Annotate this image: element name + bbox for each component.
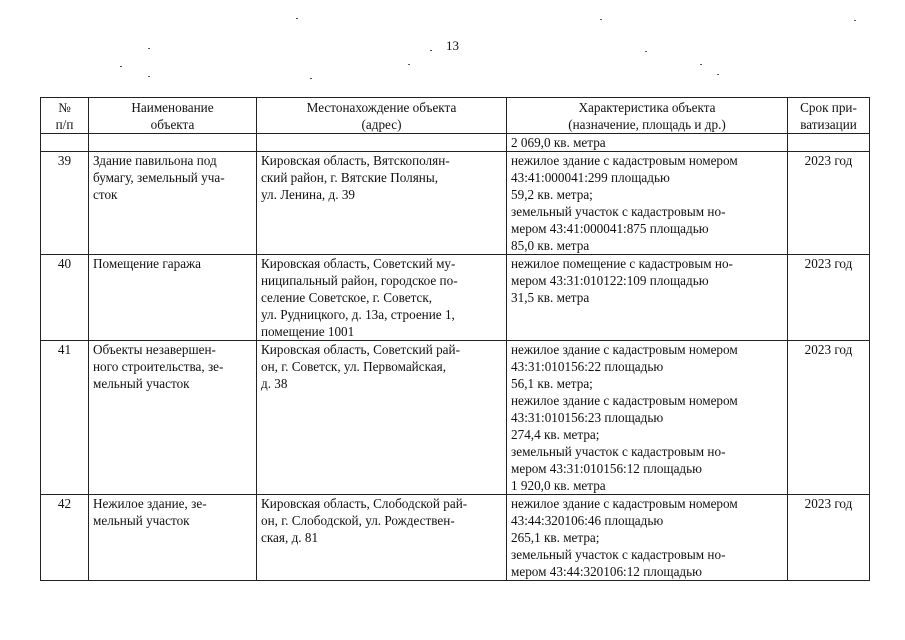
cell-address-line: д. 38 bbox=[261, 376, 288, 391]
scan-speck bbox=[430, 50, 432, 51]
header-term-line: ватизации bbox=[800, 117, 857, 132]
cell-name-line: сток bbox=[93, 187, 118, 202]
header-term-line: Срок при- bbox=[800, 100, 857, 115]
cell-name bbox=[89, 255, 257, 341]
cell-characteristics-line: 43:44:320106:46 площадью bbox=[511, 513, 664, 528]
scan-speck bbox=[120, 66, 122, 67]
scan-speck bbox=[700, 64, 702, 65]
cell-characteristics-line: земельный участок с кадастровым но- bbox=[511, 547, 726, 562]
cell-characteristics-line: 265,1 кв. метра; bbox=[511, 530, 600, 545]
cell-address-line: Кировская область, Советский му- bbox=[261, 256, 456, 271]
cell-characteristics-line: мером 43:41:000041:875 площадью bbox=[511, 221, 709, 236]
cell-address-line: ниципальный район, городское по- bbox=[261, 273, 458, 288]
cell-characteristics-line: 59,2 кв. метра; bbox=[511, 187, 593, 202]
cell-address-line: ул. Ленина, д. 39 bbox=[261, 187, 356, 202]
cell-name-line: ного строительства, зе- bbox=[93, 359, 224, 374]
empty-cell bbox=[257, 134, 507, 152]
cell-characteristics-line: 2 069,0 кв. метра bbox=[511, 135, 606, 150]
cell-number: 39 bbox=[41, 152, 89, 255]
cell-address-line: Кировская область, Советский рай- bbox=[261, 342, 460, 357]
table-row bbox=[41, 152, 870, 255]
cell-term: 2023 год bbox=[788, 495, 870, 581]
cell-address-line: он, г. Советск, ул. Первомайская, bbox=[261, 359, 447, 374]
scan-speck bbox=[645, 51, 647, 52]
scan-speck bbox=[717, 74, 719, 75]
scan-speck bbox=[148, 76, 150, 77]
cell-name bbox=[89, 341, 257, 495]
scan-speck bbox=[148, 48, 150, 49]
cell-name-line: Помещение гаража bbox=[93, 256, 202, 271]
cell-characteristics-line: земельный участок с кадастровым но- bbox=[511, 204, 726, 219]
cell-characteristics-line: мером 43:31:010122:109 площадью bbox=[511, 273, 709, 288]
cell-address bbox=[257, 341, 507, 495]
header-name-line: объекта bbox=[150, 117, 195, 132]
cell-name-line: Нежилое здание, зе- bbox=[93, 496, 207, 511]
cell-characteristics-line: нежилое здание с кадастровым номером bbox=[511, 393, 738, 408]
cell-characteristics bbox=[507, 255, 788, 341]
header-characteristics-line: (назначение, площадь и др.) bbox=[568, 117, 726, 132]
header-name-line: Наименование bbox=[131, 100, 214, 115]
privatization-table bbox=[40, 97, 870, 581]
cell-term: 2023 год bbox=[788, 152, 870, 255]
scan-speck bbox=[600, 19, 602, 20]
cell-characteristics-line: нежилое здание с кадастровым номером bbox=[511, 153, 738, 168]
cell-number: 42 bbox=[41, 495, 89, 581]
cell-name-line: мельный участок bbox=[93, 513, 190, 528]
cell-address-line: Кировская область, Слободской рай- bbox=[261, 496, 468, 511]
cell-characteristics-line: 1 920,0 кв. метра bbox=[511, 478, 606, 493]
cell-address-line: ул. Рудницкого, д. 13а, строение 1, bbox=[261, 307, 455, 322]
cell-characteristics bbox=[507, 134, 788, 152]
scan-speck bbox=[408, 64, 410, 65]
cell-address-line: помещение 1001 bbox=[261, 324, 355, 339]
scan-speck bbox=[854, 20, 856, 21]
cell-characteristics-line: нежилое здание с кадастровым номером bbox=[511, 496, 738, 511]
header-characteristics bbox=[507, 98, 788, 134]
cell-name-line: Объекты незавершен- bbox=[93, 342, 216, 357]
table-row bbox=[41, 495, 870, 581]
cell-characteristics-line: мером 43:31:010156:12 площадью bbox=[511, 461, 703, 476]
cell-number: 40 bbox=[41, 255, 89, 341]
header-address bbox=[257, 98, 507, 134]
header-number bbox=[41, 98, 89, 134]
cell-address-line: селение Советское, г. Советск, bbox=[261, 290, 433, 305]
cell-characteristics-line: нежилое помещение с кадастровым но- bbox=[511, 256, 733, 271]
cell-name-line: бумагу, земельный уча- bbox=[93, 170, 225, 185]
cell-characteristics-line: 43:31:010156:22 площадью bbox=[511, 359, 664, 374]
cell-name-line: мельный участок bbox=[93, 376, 190, 391]
cell-characteristics-line: земельный участок с кадастровым но- bbox=[511, 444, 726, 459]
cell-address-line: Кировская область, Вятскополян- bbox=[261, 153, 450, 168]
cell-address-line: ская, д. 81 bbox=[261, 530, 319, 545]
cell-name bbox=[89, 152, 257, 255]
header-row bbox=[41, 98, 870, 134]
cell-number: 41 bbox=[41, 341, 89, 495]
cell-characteristics-line: 85,0 кв. метра bbox=[511, 238, 590, 253]
continuation-row bbox=[41, 134, 870, 152]
scan-speck bbox=[310, 78, 312, 79]
header-number-line: п/п bbox=[55, 117, 74, 132]
header-term bbox=[788, 98, 870, 134]
cell-characteristics-line: 56,1 кв. метра; bbox=[511, 376, 593, 391]
cell-characteristics bbox=[507, 495, 788, 581]
cell-characteristics-line: мером 43:44:320106:12 площадью bbox=[511, 564, 703, 579]
header-number-line: № bbox=[58, 100, 71, 115]
cell-name bbox=[89, 495, 257, 581]
cell-address bbox=[257, 152, 507, 255]
cell-characteristics-line: 43:31:010156:23 площадью bbox=[511, 410, 664, 425]
cell-characteristics bbox=[507, 341, 788, 495]
table-body bbox=[41, 134, 870, 581]
empty-cell bbox=[41, 134, 89, 152]
header-address-line: (адрес) bbox=[361, 117, 402, 132]
header-characteristics-line: Характеристика объекта bbox=[578, 100, 716, 115]
header-address-line: Местонахождение объекта bbox=[306, 100, 457, 115]
cell-term: 2023 год bbox=[788, 341, 870, 495]
empty-cell bbox=[788, 134, 870, 152]
cell-characteristics bbox=[507, 152, 788, 255]
cell-characteristics-line: 43:41:000041:299 площадью bbox=[511, 170, 670, 185]
cell-term: 2023 год bbox=[788, 255, 870, 341]
page-number: 13 bbox=[446, 38, 459, 53]
empty-cell bbox=[89, 134, 257, 152]
cell-address bbox=[257, 255, 507, 341]
header-name bbox=[89, 98, 257, 134]
cell-address-line: он, г. Слободской, ул. Рождествен- bbox=[261, 513, 455, 528]
scan-speck bbox=[296, 18, 298, 19]
cell-address bbox=[257, 495, 507, 581]
table-row bbox=[41, 341, 870, 495]
cell-address-line: ский район, г. Вятские Поляны, bbox=[261, 170, 438, 185]
cell-characteristics-line: 274,4 кв. метра; bbox=[511, 427, 600, 442]
cell-characteristics-line: нежилое здание с кадастровым номером bbox=[511, 342, 738, 357]
table-row bbox=[41, 255, 870, 341]
cell-name-line: Здание павильона под bbox=[93, 153, 217, 168]
cell-characteristics-line: 31,5 кв. метра bbox=[511, 290, 590, 305]
